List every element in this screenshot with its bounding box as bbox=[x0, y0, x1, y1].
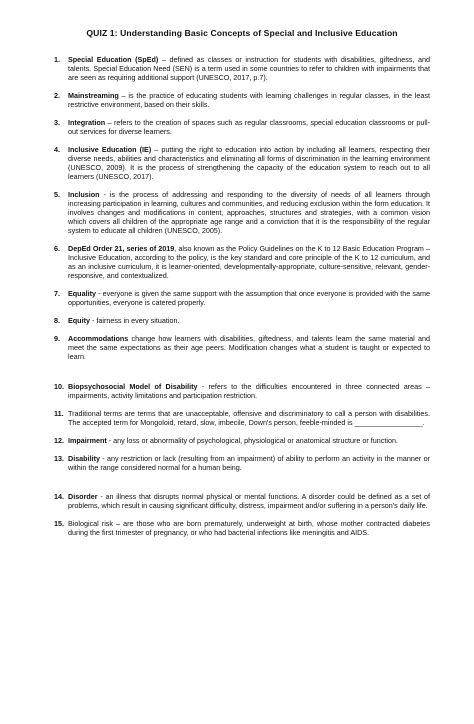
item-text: – is the practice of educating students with learning challenges in regular classes, in the least restrictive environment, based on their skills. bbox=[68, 91, 430, 109]
item-number: 14. bbox=[54, 492, 64, 501]
list-item bbox=[54, 91, 430, 109]
item-term: Accommodations bbox=[68, 334, 129, 343]
item-text: change how learners with disabilities, giftedness, and talents learn the same material and meet the same expectations as their age peers. Modification changes what a student is taught or expected to learn. bbox=[68, 334, 430, 361]
list-item bbox=[54, 436, 430, 445]
item-term: Mainstreaming bbox=[68, 91, 119, 100]
item-text: - fairness in every situation. bbox=[89, 316, 180, 325]
item-text: - everyone is given the same support with the assumption that once everyone is provided with the same opportunities, everyone is catered properly. bbox=[68, 289, 430, 307]
list-item bbox=[54, 382, 430, 400]
item-term: Equality bbox=[68, 289, 96, 298]
item-text: – refers to the creation of spaces such as regular classrooms, special education classrooms or pull-out services for diverse learners. bbox=[68, 118, 430, 136]
item-number: 13. bbox=[54, 454, 64, 463]
list-item bbox=[54, 334, 430, 361]
item-text: – defined as classes or instruction for students with disabilities, giftedness, and talents. Special Education Need (SEN) is a term used in some countries to refer to children with impairments that are seen as requiring additional support (UNESCO, 2017, p.7). bbox=[68, 55, 431, 82]
item-number: 5. bbox=[54, 190, 60, 199]
list-item bbox=[54, 454, 430, 472]
item-text: – putting the right to education into action by including all learners, respecting their diverse needs, abilities and characteristics and eliminating all forms of discrimination in the learning environment (UNESCO, 2009). It is the process of strengthening the capacity of the education system to reach out to all learners (UNESCO, 2017). bbox=[68, 145, 431, 181]
list-item bbox=[54, 316, 430, 325]
item-text: - refers to the difficulties encountered in three connected areas – impairments, activity limitations and participation restriction. bbox=[68, 382, 430, 400]
item-text: - any loss or abnormality of psychological, physiological or anatomical structure or function. bbox=[106, 436, 398, 445]
answer-blank: _________________ bbox=[354, 418, 423, 427]
item-term: Inclusion bbox=[68, 190, 100, 199]
item-number: 7. bbox=[54, 289, 60, 298]
list-item bbox=[54, 409, 430, 427]
item-text: Biological risk – are those who are born prematurely, underweight at birth, whose mother contracted diabetes during the first trimester of pregnancy, or who had bacterial infections like meningitis and AIDS. bbox=[68, 519, 430, 537]
list-item bbox=[54, 55, 430, 82]
list-item bbox=[54, 118, 430, 136]
item-term: Integration bbox=[68, 118, 106, 127]
item-term: Equity bbox=[68, 316, 90, 325]
item-term: Inclusive Education (IE) bbox=[68, 145, 152, 154]
item-number: 6. bbox=[54, 244, 60, 253]
item-number: 11. bbox=[54, 409, 64, 418]
item-text: - any restriction or lack (resulting from an impairment) of ability to perform an activity in the manner or within the range considered normal for a human being. bbox=[68, 454, 430, 472]
item-term: Impairment bbox=[68, 436, 107, 445]
item-term: Disorder bbox=[68, 492, 98, 501]
list-item bbox=[54, 492, 430, 510]
item-text-end: . bbox=[422, 418, 425, 427]
item-term: Disability bbox=[68, 454, 100, 463]
item-number: 15. bbox=[54, 519, 64, 528]
item-term: Special Education (SpEd) bbox=[68, 55, 159, 64]
item-number: 1. bbox=[54, 55, 60, 64]
list-item bbox=[54, 190, 430, 235]
item-number: 10. bbox=[54, 382, 64, 391]
item-number: 8. bbox=[54, 316, 60, 325]
list-item bbox=[54, 289, 430, 307]
list-item bbox=[54, 519, 430, 537]
item-term: DepEd Order 21, series of 2019 bbox=[68, 244, 175, 253]
list-item bbox=[54, 244, 430, 280]
item-term: Biopsychosocial Model of Disability bbox=[68, 382, 198, 391]
quiz-title: QUIZ 1: Understanding Basic Concepts of Special and Inclusive Education bbox=[86, 28, 398, 38]
item-number: 9. bbox=[54, 334, 60, 343]
item-number: 3. bbox=[54, 118, 60, 127]
list-item bbox=[54, 145, 430, 181]
item-text: - is the process of addressing and responding to the diversity of needs of all learners through increasing participation in learning, cultures and communities, and reducing exclusion within the form education. It involves changes and modifications in content, approaches, structures and strategies, with a common vision which covers all children of the appropriate age range and a conviction that it is the responsibility of the regular system to educate all children (UNESCO, 2005). bbox=[68, 190, 430, 235]
item-text: , also known as the Policy Guidelines on the K to 12 Basic Education Program – Inclusive Education, according to the policy, is the key standard and core principle of the K to 12 curriculum, and as an inclusive curriculum, it is learner-oriented, developmentally-appropriate, culture-sensitive, relevant, gender-responsive, and contextualized. bbox=[68, 244, 431, 280]
item-text: - an illness that disrupts normal physical or mental functions. A disorder could be defined as a set of problems, which result in causing significant difficulty, distress, impairment and/or suffering in a person's daily life. bbox=[68, 492, 430, 510]
item-number: 12. bbox=[54, 436, 64, 445]
item-number: 4. bbox=[54, 145, 60, 154]
item-text: Traditional terms are terms that are unacceptable, offensive and discriminatory to call a person with disabilities. The accepted term for Mongoloid, retard, slow, imbecile, Down's person, feeble-minded is bbox=[68, 409, 430, 427]
item-number: 2. bbox=[54, 91, 60, 100]
